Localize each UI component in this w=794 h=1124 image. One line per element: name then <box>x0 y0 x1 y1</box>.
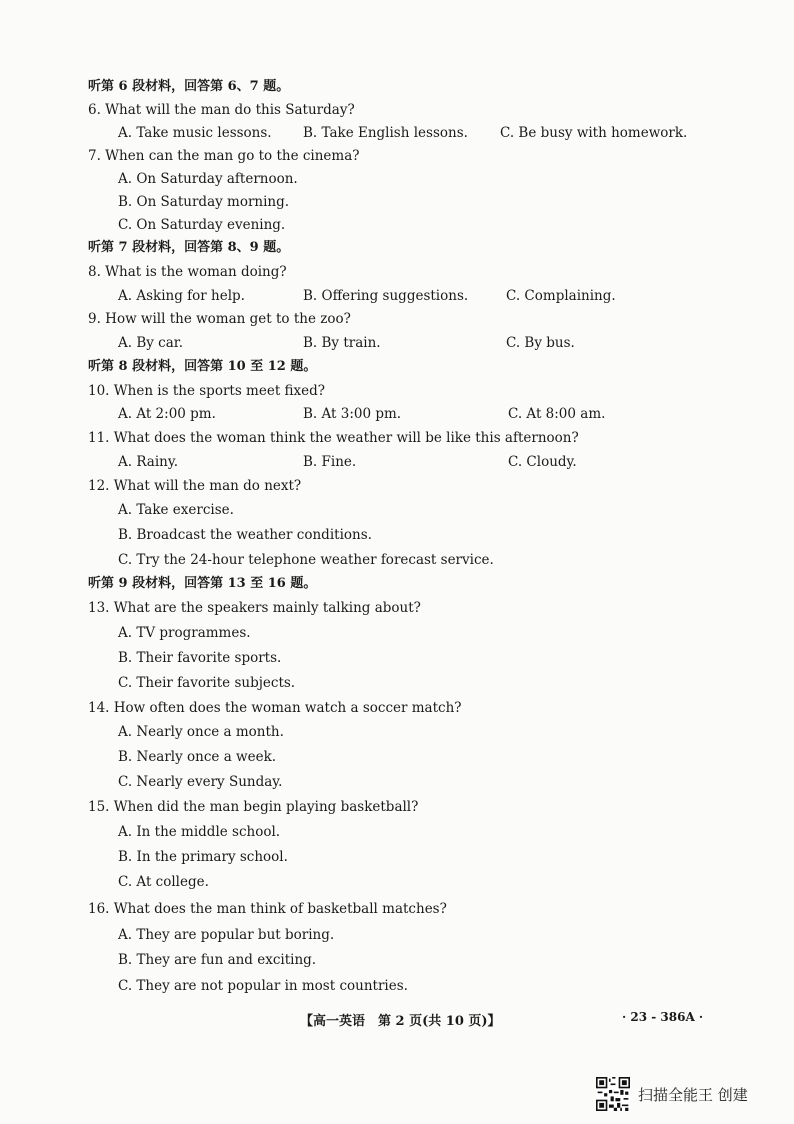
answer-option: A. In the middle school. <box>118 824 281 840</box>
question-stem: 10. When is the sports meet fixed? <box>88 383 326 399</box>
answer-option: A. Asking for help. <box>118 288 245 304</box>
answer-option: B. Offering suggestions. <box>303 288 469 304</box>
question-stem: 8. What is the woman doing? <box>88 264 287 280</box>
question-stem: 6. What will the man do this Saturday? <box>88 102 355 118</box>
answer-option: C. Cloudy. <box>508 454 577 470</box>
qr-code-icon <box>596 1077 630 1111</box>
answer-option: A. Take music lessons. <box>118 125 272 141</box>
scanner-watermark-text: 扫描全能王 创建 <box>638 1085 748 1104</box>
answer-option: C. Their favorite subjects. <box>118 675 296 691</box>
section-heading: 听第 8 段材料，回答第 10 至 12 题。 <box>88 359 317 374</box>
question-stem: 16. What does the man think of basketball matches? <box>88 901 447 917</box>
page-footer-code: · 23 - 386A · <box>622 1010 704 1024</box>
question-stem: 12. What will the man do next? <box>88 478 302 494</box>
answer-option: B. They are fun and exciting. <box>118 952 317 968</box>
answer-option: B. At 3:00 pm. <box>303 406 402 422</box>
section-heading: 听第 9 段材料，回答第 13 至 16 题。 <box>88 576 317 591</box>
answer-option: C. On Saturday evening. <box>118 217 286 233</box>
answer-option: A. Take exercise. <box>118 502 234 518</box>
answer-option: B. In the primary school. <box>118 849 288 865</box>
question-stem: 15. When did the man begin playing basketball? <box>88 799 419 815</box>
answer-option: A. At 2:00 pm. <box>118 406 216 422</box>
answer-option: B. Nearly once a week. <box>118 749 277 765</box>
question-stem: 11. What does the woman think the weather will be like this afternoon? <box>88 430 579 446</box>
answer-option: C. Be busy with homework. <box>500 125 688 141</box>
answer-option: C. Try the 24-hour telephone weather forecast service. <box>118 552 494 568</box>
answer-option: B. Fine. <box>303 454 357 470</box>
scanner-watermark <box>596 1077 748 1111</box>
answer-option: B. Broadcast the weather conditions. <box>118 527 372 543</box>
answer-option: B. Take English lessons. <box>303 125 468 141</box>
answer-option: B. Their favorite sports. <box>118 650 282 666</box>
answer-option: A. They are popular but boring. <box>118 927 335 943</box>
section-heading: 听第 7 段材料，回答第 8、9 题。 <box>88 240 290 255</box>
answer-option: C. They are not popular in most countries. <box>118 978 408 994</box>
answer-option: B. By train. <box>303 335 381 351</box>
answer-option: C. By bus. <box>506 335 575 351</box>
question-stem: 7. When can the man go to the cinema? <box>88 148 360 164</box>
answer-option: A. On Saturday afternoon. <box>118 171 298 187</box>
answer-option: A. TV programmes. <box>118 625 251 641</box>
section-heading: 听第 6 段材料，回答第 6、7 题。 <box>88 79 290 94</box>
answer-option: C. At 8:00 am. <box>508 406 606 422</box>
answer-option: A. By car. <box>118 335 184 351</box>
answer-option: A. Nearly once a month. <box>118 724 284 740</box>
answer-option: C. At college. <box>118 874 209 890</box>
answer-option: C. Complaining. <box>506 288 616 304</box>
answer-option: B. On Saturday morning. <box>118 194 290 210</box>
question-stem: 14. How often does the woman watch a soccer match? <box>88 700 462 716</box>
answer-option: A. Rainy. <box>118 454 178 470</box>
answer-option: C. Nearly every Sunday. <box>118 774 283 790</box>
question-stem: 13. What are the speakers mainly talking about? <box>88 600 421 616</box>
page-footer-title: 【高一英语 第 2 页(共 10 页)】 <box>300 1014 501 1029</box>
question-stem: 9. How will the woman get to the zoo? <box>88 311 351 327</box>
